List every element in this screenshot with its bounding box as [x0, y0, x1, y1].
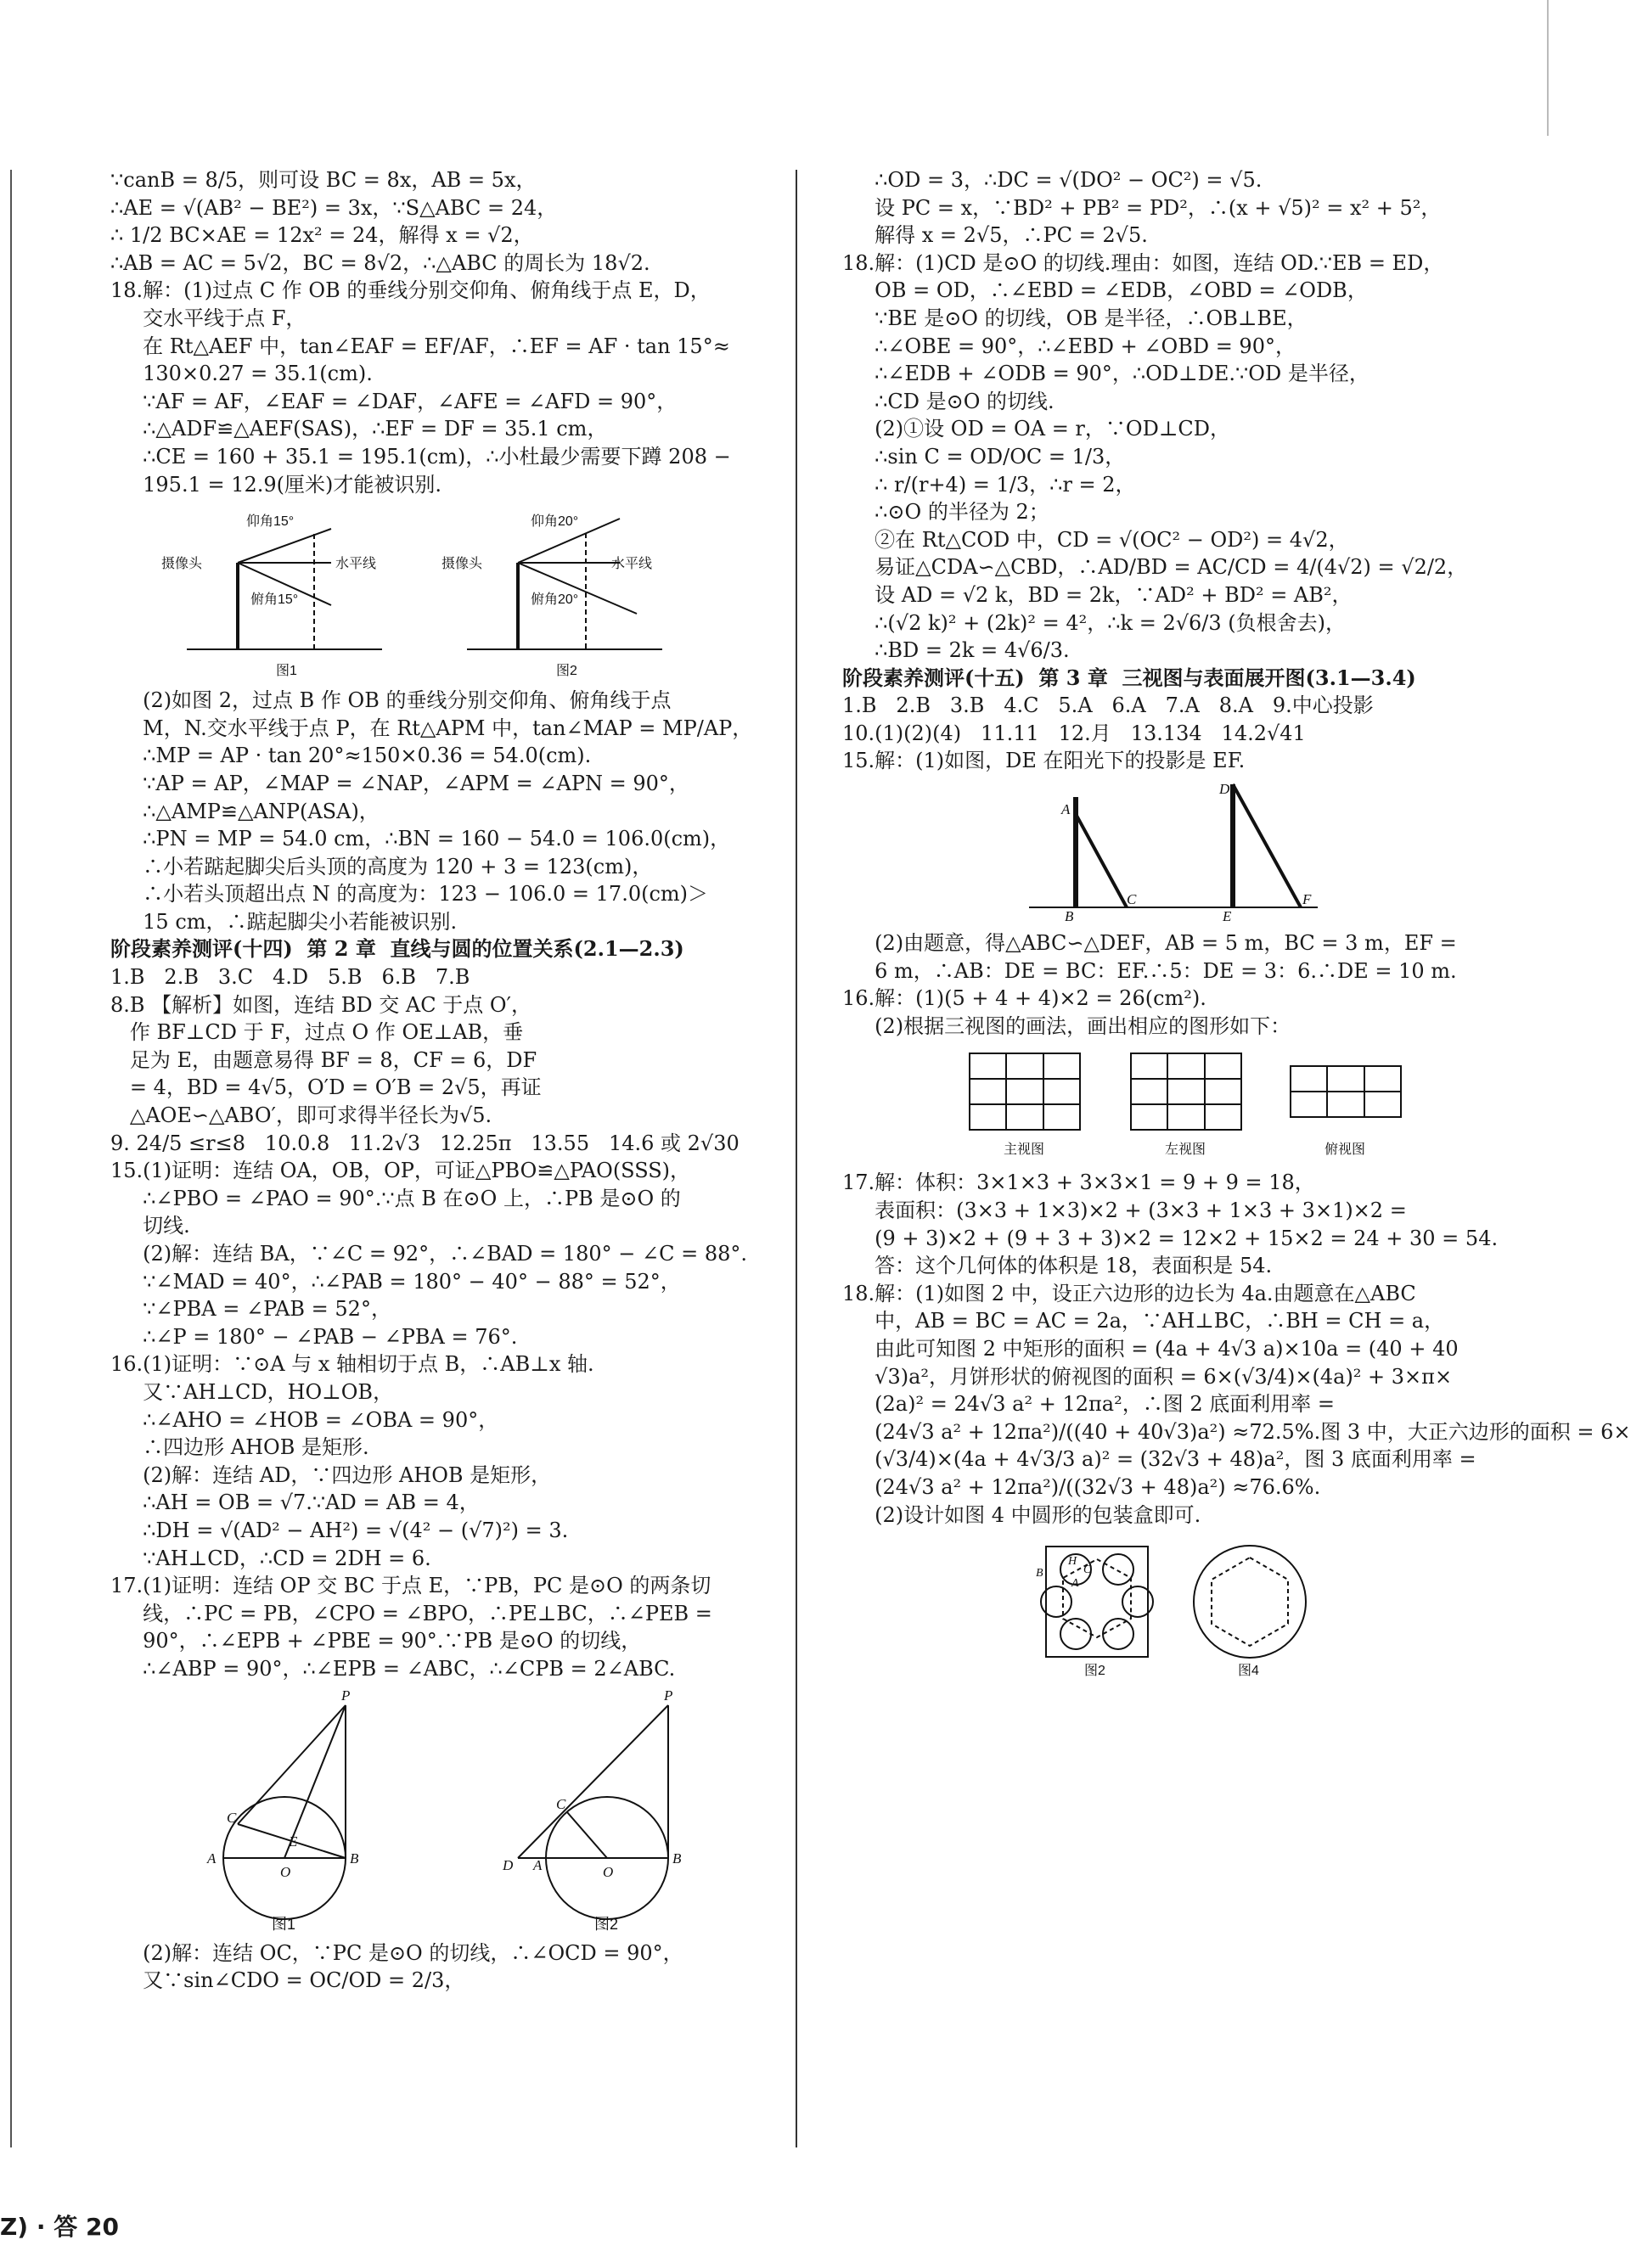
text-line: 易证△CDA∽△CBD，∴AD/BD = AC/CD = 4/(4√2) = √2/2，	[842, 555, 1468, 580]
text-line: 又∵sin∠CDO = OC/OD = 2/3，	[110, 1968, 465, 1993]
svg-text:A: A	[533, 1856, 543, 1873]
text-line: 设 PC = x，∵BD² + PB² = PD²，∴(x + √5)² = x² + 5²，	[842, 195, 1442, 220]
text-line: 15.(1)证明：连结 OA，OB，OP，可证△PBO≌△PAO(SSS)，	[110, 1159, 691, 1183]
elev20-label: 仰角20°	[531, 514, 579, 530]
text-line: ∴四边形 AHOB 是矩形.	[110, 1435, 369, 1460]
text-line: ∴∠OBE = 90°，∴∠EBD + ∠OBD = 90°，	[842, 334, 1296, 358]
text-line: (2)由题意，得△ABC∽△DEF，AB = 5 m，BC = 3 m，EF =	[842, 931, 1457, 956]
text-line: 又∵AH⊥CD，HO⊥OB，	[110, 1379, 394, 1404]
camera-figure-svg	[110, 503, 756, 682]
dep15-label: 俯角15°	[250, 592, 299, 608]
text-line: ∴∠P = 180° − ∠PAB − ∠PBA = 76°.	[110, 1324, 518, 1349]
text-line: ∴PN = MP = 54.0 cm，∴BN = 160 − 54.0 = 106.0(cm)，	[110, 827, 731, 851]
text-line: ②在 Rt△COD 中，CD = √(OC² − OD²) = 4√2，	[842, 527, 1349, 552]
text-line: (2)根据三视图的画法，画出相应的图形如下：	[842, 1013, 1291, 1038]
svg-text:D: D	[1219, 781, 1230, 798]
text-line: 9. 24/5 ≤r≤8 10.0.8 11.2√3 12.25π 13.55 14.6 或 2√30	[110, 1131, 740, 1155]
text-line: 由此可知图 2 中矩形的面积 = (4a + 4√3 a)×10a = (40 + 40	[842, 1337, 1459, 1361]
front-view	[970, 1053, 1080, 1130]
camera-label-1: 摄像头	[161, 557, 203, 572]
text-line: ∴ r/(r+4) = 1/3，∴r = 2，	[842, 472, 1136, 497]
camera-label-2: 摄像头	[441, 557, 483, 572]
tangent-pd-fig2	[518, 1705, 668, 1858]
column-divider	[796, 170, 797, 2147]
text-line: 18.解：(1)CD 是⊙O 的切线.理由：如图，连结 OD.∵EB = ED，	[842, 250, 1444, 275]
svg-text:C: C	[227, 1809, 237, 1826]
right-edge-rule	[1547, 0, 1549, 136]
projection-figure-svg	[842, 780, 1488, 924]
text-line: 设 AD = √2 k，BD = 2k，∵AD² + BD² = AB²，	[842, 582, 1353, 607]
svg-text:P: P	[664, 1687, 673, 1704]
text-line: ∴⊙O 的半径为 2；	[842, 500, 1049, 525]
text-line: OB = OD，∴∠EBD = ∠EDB，∠OBD = ∠ODB，	[842, 278, 1368, 303]
text-line: ∴△ADF≌△AEF(SAS)，∴EF = DF = 35.1 cm，	[110, 417, 608, 441]
text-line: (2)解：连结 BA，∵∠C = 92°，∴∠BAD = 180° − ∠C = 88°.	[110, 1242, 747, 1266]
shadow-ray-ac	[1076, 814, 1127, 907]
text-line: ∵canB = 8/5，则可设 BC = 8x，AB = 5x，	[110, 168, 537, 192]
text-line: 答：这个几何体的体积是 18，表面积是 54.	[842, 1254, 1273, 1278]
text-line: 1.B 2.B 3.B 4.C 5.A 6.A 7.A 8.A 9.中心投影	[842, 693, 1374, 718]
fig2-caption: 图2	[556, 664, 577, 679]
text-line: = 4，BD = 4√5，O′D = O′B = 2√5，再证	[110, 1075, 542, 1100]
text-line: 在 Rt△AEF 中，tan∠EAF = EF/AF，∴EF = AF · tan 15°≈	[110, 334, 730, 358]
three-views-svg	[842, 1045, 1488, 1164]
round-box-fig4	[1194, 1546, 1306, 1658]
text-line: 17.(1)证明：连结 OP 交 BC 于点 E，∵PB，PC 是⊙O 的两条切	[110, 1574, 711, 1598]
svg-text:E: E	[1223, 908, 1232, 925]
right-lines-c	[842, 929, 1504, 1040]
text-line: ∴CE = 160 + 35.1 = 195.1(cm)，∴小杜最少需要下蹲 208 −	[110, 444, 731, 469]
left-lines-b	[110, 687, 781, 935]
text-line: 交水平线于点 F，	[110, 306, 307, 330]
text-line: 足为 E，由题意易得 BF = 8，CF = 6，DF	[110, 1047, 537, 1072]
text-line: ∵AH⊥CD，∴CD = 2DH = 6.	[110, 1546, 431, 1570]
hexagon-fig2	[1063, 1559, 1131, 1637]
text-line: ∴∠AHO = ∠HOB = ∠OBA = 90°，	[110, 1407, 499, 1432]
text-line: ∵∠MAD = 40°，∴∠PAB = 180° − 40° − 88° = 52°，	[110, 1269, 681, 1294]
text-line: 8.B 【解析】如图，连结 BD 交 AC 于点 O′，	[110, 992, 532, 1017]
left-view	[1131, 1053, 1241, 1130]
fig2-caption-c: 图2	[1084, 1664, 1105, 1679]
horizontal-label-1: 水平线	[335, 557, 377, 572]
svg-text:B: B	[350, 1850, 359, 1867]
text-line: ∴OD = 3，∴DC = √(DO² − OC²) = √5.	[842, 168, 1263, 192]
text-line: (2)①设 OD = OA = r，∵OD⊥CD，	[842, 417, 1230, 441]
fig4-caption: 图4	[1238, 1664, 1259, 1679]
text-line: 18.解：(1)过点 C 作 OB 的垂线分别交仰角、俯角线于点 E，D，	[110, 278, 711, 303]
left-lines-a	[110, 166, 781, 498]
text-line: (2)设计如图 4 中圆形的包装盒即可.	[842, 1502, 1201, 1527]
horizontal-label-2: 水平线	[611, 557, 653, 572]
text-line: ∴AB = AC = 5√2，BC = 8√2，∴△ABC 的周长为 18√2.	[110, 250, 650, 275]
text-line: (2)如图 2，过点 B 作 OB 的垂线分别交仰角、俯角线于点	[110, 688, 672, 713]
svg-text:C: C	[1083, 1563, 1092, 1577]
tangent-figures	[110, 1688, 781, 1934]
text-line: ∵AF = AF，∠EAF = ∠DAF，∠AFE = ∠AFD = 90°，	[110, 389, 678, 413]
left-view-caption: 左视图	[1165, 1142, 1206, 1158]
page-footer: Z) · 答 20	[0, 2213, 119, 2241]
text-line: 作 BF⊥CD 于 F，过点 O 作 OE⊥AB，垂	[110, 1020, 524, 1045]
text-line: M，N.交水平线于点 P，在 Rt△APM 中，tan∠MAP = MP/AP，	[110, 716, 753, 740]
text-line: (24√3 a² + 12πa²)/((32√3 + 48)a²) ≈76.6%.	[842, 1474, 1321, 1499]
text-line: 90°，∴∠EPB + ∠PBE = 90°.∵PB 是⊙O 的切线，	[110, 1629, 642, 1653]
text-line: 10.(1)(2)(4) 11.11 12.月 13.134 14.2√41	[842, 721, 1306, 745]
shadow-ray-df	[1233, 784, 1301, 907]
text-line: 切线.	[110, 1214, 190, 1238]
three-views-figure	[842, 1045, 1504, 1164]
text-line: ∴∠PBO = ∠PAO = 90°.∵点 B 在⊙O 上，∴PB 是⊙O 的	[110, 1186, 681, 1210]
text-line: 15 cm，∴踮起脚尖小若能被识别.	[110, 909, 458, 934]
text-line: ∴AE = √(AB² − BE²) = 3x，∵S△ABC = 24，	[110, 195, 558, 220]
front-view-caption: 主视图	[1004, 1142, 1045, 1158]
text-line: (2a)² = 24√3 a² + 12πa²，∴图 2 底面利用率 =	[842, 1392, 1335, 1417]
right-lines-a	[842, 166, 1504, 665]
tangent-figure-svg	[110, 1688, 756, 1934]
svg-text:D: D	[503, 1856, 514, 1873]
right-lines-b	[842, 692, 1504, 775]
text-line: ∴AH = OB = √7.∵AD = AB = 4，	[110, 1490, 480, 1515]
elev15-label: 仰角15°	[246, 514, 295, 530]
text-line: (24√3 a² + 12πa²)/((40 + 40√3)a²) ≈72.5%.图 3 中，大正六边形的面积 = 6×	[842, 1419, 1631, 1444]
fig1-caption-b: 图1	[272, 1915, 296, 1933]
section-14-title: 阶段素养测评(十四) 第 2 章 直线与圆的位置关系(2.1—2.3)	[110, 936, 684, 962]
text-line: 1.B 2.B 3.C 4.D 5.B 6.B 7.B	[110, 965, 470, 990]
text-line: 16.(1)证明：∵⊙A 与 x 轴相切于点 B，∴AB⊥x 轴.	[110, 1352, 594, 1377]
text-line: ∴△AMP≌△ANP(ASA)，	[110, 799, 380, 823]
svg-text:H: H	[1068, 1555, 1077, 1569]
right-column	[842, 166, 1631, 1683]
svg-text:A: A	[1071, 1577, 1079, 1591]
text-line: ∴小若头顶超出点 N 的高度为：123 − 106.0 = 17.0(cm)＞	[110, 882, 709, 907]
text-line: ∴MP = AP · tan 20°≈150×0.36 = 54.0(cm).	[110, 744, 592, 768]
text-line: ∴(√2 k)² + (2k)² = 4²，∴k = 2√6/3 (负根舍去)，	[842, 610, 1347, 635]
svg-text:O: O	[280, 1863, 291, 1880]
text-line: ∴BD = 2k = 4√6/3.	[842, 638, 1070, 663]
text-line: ∴DH = √(AD² − AH²) = √(4² − (√7)²) = 3.	[110, 1518, 569, 1542]
text-line: ∵∠PBA = ∠PAB = 52°，	[110, 1297, 391, 1322]
packaging-svg	[842, 1534, 1488, 1678]
top-view-caption: 俯视图	[1324, 1142, 1366, 1158]
left-lines-c	[110, 963, 781, 1682]
text-line: √3)a²，月饼形状的俯视图的面积 = 6×(√3/4)×(4a)² + 3×π×	[842, 1364, 1453, 1389]
left-margin-rule	[10, 170, 12, 2147]
text-line: △AOE∽△ABO′，即可求得半径长为√5.	[110, 1103, 492, 1128]
text-line: 线，∴PC = PB，∠CPO = ∠BPO，∴PE⊥BC，∴∠PEB =	[110, 1601, 712, 1625]
text-line: 6 m，∴AB：DE = BC：EF.∴5：DE = 3：6.∴DE = 10 m.	[842, 958, 1457, 983]
svg-text:C: C	[556, 1795, 566, 1812]
text-line: 解得 x = 2√5，∴PC = 2√5.	[842, 223, 1148, 248]
elevation-line-1	[238, 529, 331, 563]
text-line: ∴ 1/2 BC×AE = 12x² = 24，解得 x = √2，	[110, 223, 534, 248]
right-lines-d	[842, 1169, 1631, 1529]
svg-text:E: E	[289, 1833, 298, 1850]
text-line: ∴小若踮起脚尖后头顶的高度为 120 + 3 = 123(cm)，	[110, 854, 653, 879]
text-line: (2)解：连结 OC，∵PC 是⊙O 的切线，∴∠OCD = 90°，	[110, 1940, 683, 1965]
svg-text:P: P	[341, 1687, 351, 1704]
text-line: ∴sin C = OD/OC = 1/3，	[842, 444, 1126, 469]
segment-oc-fig2	[567, 1812, 607, 1858]
svg-text:C: C	[1127, 891, 1137, 908]
left-lines-d	[110, 1940, 781, 1995]
text-line: (9 + 3)×2 + (9 + 3 + 3)×2 = 12×2 + 15×2 = 24 + 30 = 54.	[842, 1226, 1499, 1250]
text-line: (√3/4)×(4a + 4√3/3 a)² = (32√3 + 48)a²，图 3 底面利用率 =	[842, 1447, 1476, 1472]
hexagon-fig4	[1212, 1558, 1288, 1646]
text-line: 中，AB = BC = AC = 2a，∵AH⊥BC，∴BH = CH = a，	[842, 1309, 1445, 1333]
text-line: 表面积：(3×3 + 1×3)×2 + (3×3 + 1×3 + 3×1)×2 =	[842, 1199, 1407, 1223]
projection-figure	[842, 780, 1504, 924]
svg-text:B: B	[1065, 908, 1074, 925]
packaging-figures	[842, 1534, 1504, 1678]
text-line: ∵AP = AP，∠MAP = ∠NAP，∠APM = ∠APN = 90°，	[110, 771, 689, 795]
text-line: 17.解：体积：3×1×3 + 3×3×1 = 9 + 9 = 18，	[842, 1170, 1315, 1195]
dep20-label: 俯角20°	[531, 592, 579, 608]
left-column	[110, 166, 781, 1995]
tangent-pc-fig1	[238, 1705, 346, 1824]
svg-text:F: F	[1302, 891, 1312, 908]
text-line: ∴∠EDB + ∠ODB = 90°，∴OD⊥DE.∵OD 是半径，	[842, 362, 1369, 386]
svg-text:B: B	[1036, 1567, 1043, 1580]
section-15-title: 阶段素养测评(十五) 第 3 章 三视图与表面展开图(3.1—3.4)	[842, 665, 1416, 690]
fig1-caption: 图1	[276, 664, 297, 679]
svg-text:A: A	[1061, 801, 1071, 818]
svg-text:B: B	[672, 1850, 682, 1867]
text-line: 16.解：(1)(5 + 4 + 4)×2 = 26(cm²).	[842, 986, 1206, 1011]
svg-text:O: O	[603, 1863, 614, 1880]
text-line: 195.1 = 12.9(厘米)才能被识别.	[110, 472, 442, 497]
text-line: ∴CD 是⊙O 的切线.	[842, 389, 1055, 413]
fig2-caption-b: 图2	[594, 1915, 619, 1933]
camera-figures	[110, 503, 781, 682]
text-line: (2)解：连结 AD，∵四边形 AHOB 是矩形，	[110, 1462, 552, 1487]
text-line: 18.解：(1)如图 2 中，设正六边形的边长为 4a.由题意在△ABC	[842, 1281, 1416, 1305]
svg-text:A: A	[207, 1850, 217, 1867]
text-line: 130×0.27 = 35.1(cm).	[110, 362, 373, 386]
text-line: ∵BE 是⊙O 的切线，OB 是半径，∴OB⊥BE，	[842, 306, 1308, 330]
text-line: ∴∠ABP = 90°，∴∠EPB = ∠ABC，∴∠CPB = 2∠ABC.	[110, 1656, 676, 1681]
text-line: 15.解：(1)如图，DE 在阳光下的投影是 EF.	[842, 749, 1246, 773]
